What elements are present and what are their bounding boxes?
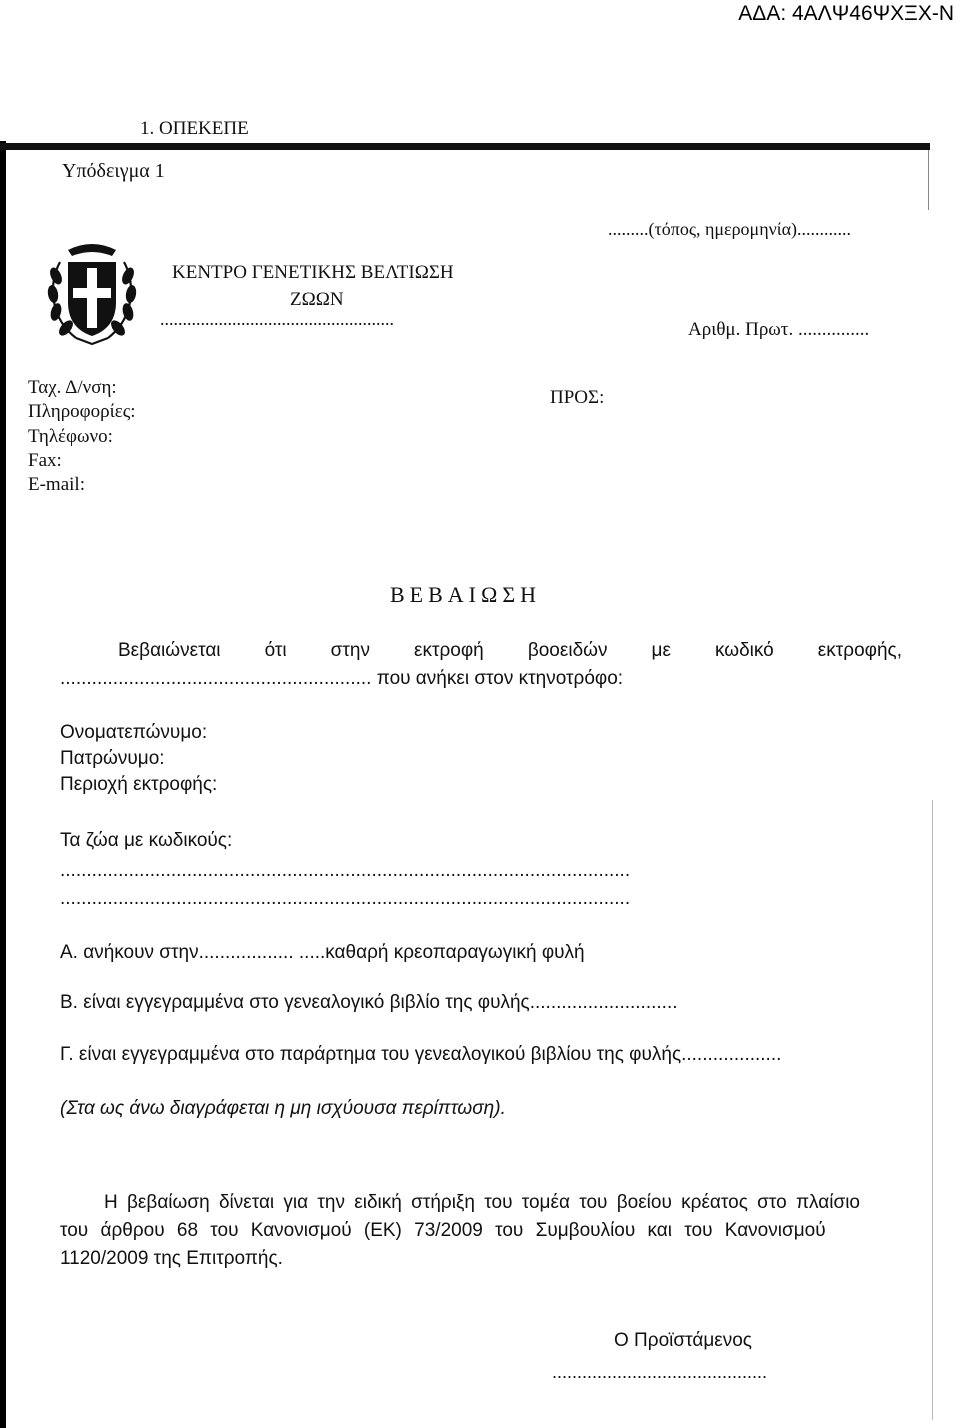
contact-phone: Τηλέφωνο: — [28, 426, 113, 447]
intro-word: κωδικό — [715, 640, 774, 661]
place-date: .........(τόπος, ημερομηνία)............ — [608, 219, 852, 239]
paragraph-text: του άρθρου 68 του Κανονισμού (ΕΚ) 73/2009 του Συμβουλίου και του Κανονισμού — [60, 1220, 826, 1241]
field-father: Πατρώνυμο: — [60, 748, 165, 769]
intro-word: εκτροφής, — [817, 640, 902, 661]
document-title: ΒΕΒΑΙΩΣΗ — [390, 582, 542, 607]
contact-fax: Fax: — [28, 450, 62, 471]
animals-dots-line-2: ............................................................................................................ — [60, 888, 631, 909]
template-label: Υπόδειγμα 1 — [62, 160, 165, 182]
paragraph-line-3: 1120/2009 της Επιτροπής. — [60, 1248, 283, 1269]
field-name: Ονοματεπώνυμο: — [60, 722, 208, 743]
item-a: Α. ανήκουν στην.................. .....καθαρή κρεοπαραγωγική φυλή — [60, 942, 585, 963]
animals-dots-line-1: ............................................................................................................ — [60, 860, 631, 881]
paragraph-line-2 — [60, 1220, 872, 1242]
note: (Στα ως άνω διαγράφεται η μη ισχύουσα περίπτωση). — [60, 1098, 506, 1119]
ada-code: ΑΔΑ: 4ΑΛΨ46ΨΧΞΧ-Ν — [738, 2, 954, 25]
frame-right-border-lower — [932, 800, 933, 1420]
intro-word: στην — [330, 640, 370, 661]
protocol-number: Αριθμ. Πρωτ. ............... — [688, 319, 870, 340]
contact-info: Πληροφορίες: — [28, 401, 136, 422]
intro-word: εκτροφή — [414, 640, 484, 661]
frame-right-border — [928, 150, 929, 210]
item-c: Γ. είναι εγγεγραμμένα στο παράρτημα του γενεαλογικού βιβλίου της φυλής................... — [60, 1044, 782, 1065]
frame-top-border — [0, 143, 930, 150]
signature-title: Ο Προϊστάμενος — [614, 1330, 752, 1351]
field-area: Περιοχή εκτροφής: — [60, 774, 218, 795]
greek-emblem-icon — [46, 240, 138, 350]
intro-word: Βεβαιώνεται — [118, 640, 221, 661]
item-b: Β. είναι εγγεγραμμένα στο γενεαλογικό βιβλίο της φυλής............................ — [60, 992, 678, 1013]
issuer-line-2: ΖΩΩΝ — [290, 289, 344, 310]
contact-email: E-mail: — [28, 474, 85, 495]
intro-line-2 — [60, 668, 623, 690]
paragraph-line-1 — [104, 1192, 872, 1214]
signature-dots: ........................................... — [552, 1362, 768, 1382]
intro-dots: ........................................................... — [60, 668, 372, 689]
heading-item: 1. ΟΠΕΚΕΠΕ — [140, 118, 249, 139]
field-animals: Τα ζώα με κωδικούς: — [60, 830, 233, 851]
frame-left-border — [0, 141, 6, 1428]
paragraph-text: Η βεβαίωση δίνεται για την ειδική στήριξη του τομέα του βοείου κρέατος στο πλαίσιο — [104, 1192, 860, 1213]
intro-line-1 — [118, 640, 902, 662]
issuer-line-3: .................................................... — [160, 309, 394, 329]
intro-word: ότι — [264, 640, 287, 661]
issuer-line-1: ΚΕΝΤΡΟ ΓΕΝΕΤΙΚΗΣ ΒΕΛΤΙΩΣΗ — [172, 262, 454, 283]
intro-word: βοοειδών — [527, 640, 608, 661]
contact-address: Ταχ. Δ/νση: — [28, 377, 117, 398]
intro-word: με — [651, 640, 671, 661]
to-label: ΠΡΟΣ: — [550, 387, 605, 408]
intro-text: που ανήκει στον κτηνοτρόφο: — [376, 668, 624, 689]
